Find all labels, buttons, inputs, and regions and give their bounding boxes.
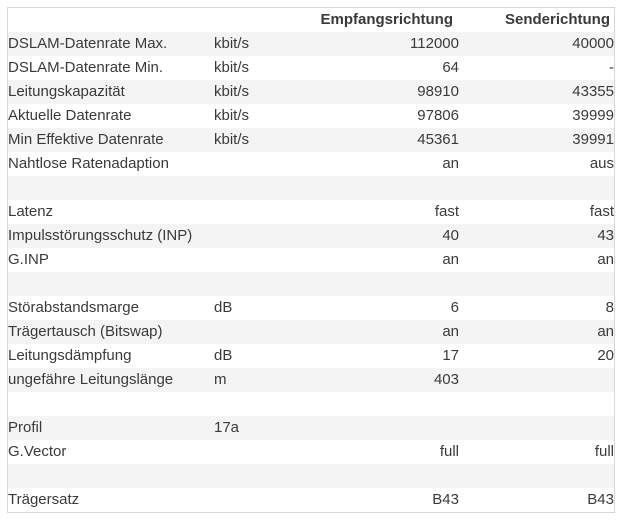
row-downstream-value xyxy=(314,392,459,416)
table-row xyxy=(8,368,614,392)
row-downstream-value: B43 xyxy=(314,488,459,512)
row-label: Leitungsdämpfung xyxy=(8,344,214,368)
row-upstream-value: an xyxy=(459,320,614,344)
row-upstream-value: aus xyxy=(459,152,614,176)
row-unit xyxy=(214,248,314,272)
row-label: Aktuelle Datenrate xyxy=(8,104,214,128)
row-unit xyxy=(214,464,314,488)
row-downstream-value: full xyxy=(314,440,459,464)
table-row xyxy=(8,272,614,296)
row-upstream-value: fast xyxy=(459,200,614,224)
row-unit: dB xyxy=(214,344,314,368)
row-upstream-value: 43 xyxy=(459,224,614,248)
row-label: DSLAM-Datenrate Min. xyxy=(8,56,214,80)
table-row xyxy=(8,488,614,512)
row-label: G.INP xyxy=(8,248,214,272)
row-label xyxy=(8,272,214,296)
row-unit: m xyxy=(214,368,314,392)
row-label: Latenz xyxy=(8,200,214,224)
row-upstream-value xyxy=(459,464,614,488)
row-label: DSLAM-Datenrate Max. xyxy=(8,32,214,56)
row-label: Störabstandsmarge xyxy=(8,296,214,320)
row-downstream-value xyxy=(314,272,459,296)
table-row xyxy=(8,32,614,56)
table-row xyxy=(8,128,614,152)
row-label: G.Vector xyxy=(8,440,214,464)
dsl-info-table xyxy=(8,8,614,512)
row-unit xyxy=(214,392,314,416)
table-row xyxy=(8,440,614,464)
row-downstream-value: an xyxy=(314,320,459,344)
row-unit xyxy=(214,224,314,248)
row-upstream-value: 40000 xyxy=(459,32,614,56)
row-label: Leitungskapazität xyxy=(8,80,214,104)
header-downstream: Empfangsrichtung xyxy=(320,11,453,28)
table-row xyxy=(8,416,614,440)
header-upstream: Senderichtung xyxy=(504,11,610,28)
table-row xyxy=(8,464,614,488)
row-unit: dB xyxy=(214,296,314,320)
row-downstream-value xyxy=(314,464,459,488)
row-downstream-value xyxy=(314,176,459,200)
row-upstream-value: an xyxy=(459,248,614,272)
row-upstream-value xyxy=(459,272,614,296)
row-downstream-value: 17 xyxy=(314,344,459,368)
row-downstream-value: 403 xyxy=(314,368,459,392)
row-upstream-value: B43 xyxy=(459,488,614,512)
row-label: Trägersatz xyxy=(8,488,214,512)
row-label: Impulsstörungsschutz (INP) xyxy=(8,224,214,248)
row-unit xyxy=(214,440,314,464)
row-unit xyxy=(214,176,314,200)
row-upstream-value xyxy=(459,416,614,440)
row-downstream-value: 45361 xyxy=(314,128,459,152)
row-upstream-value: 39991 xyxy=(459,128,614,152)
row-label: Min Effektive Datenrate xyxy=(8,128,214,152)
row-downstream-value: 98910 xyxy=(314,80,459,104)
row-label: Profil xyxy=(8,416,214,440)
row-downstream-value: an xyxy=(314,248,459,272)
row-unit xyxy=(214,152,314,176)
table-row xyxy=(8,176,614,200)
table-row xyxy=(8,392,614,416)
table-row xyxy=(8,224,614,248)
dsl-info-panel xyxy=(7,7,615,513)
row-unit: kbit/s xyxy=(214,56,314,80)
row-upstream-value: 8 xyxy=(459,296,614,320)
table-row xyxy=(8,152,614,176)
row-unit: 17a xyxy=(214,416,314,440)
table-row xyxy=(8,320,614,344)
row-label xyxy=(8,464,214,488)
table-row xyxy=(8,104,614,128)
row-unit xyxy=(214,272,314,296)
row-upstream-value xyxy=(459,392,614,416)
header-label-cell xyxy=(8,8,214,32)
row-unit xyxy=(214,488,314,512)
row-downstream-value: 97806 xyxy=(314,104,459,128)
row-unit: kbit/s xyxy=(214,128,314,152)
row-unit: kbit/s xyxy=(214,104,314,128)
row-upstream-value: 39999 xyxy=(459,104,614,128)
table-row xyxy=(8,56,614,80)
table-row xyxy=(8,80,614,104)
row-downstream-value: 40 xyxy=(314,224,459,248)
row-upstream-value xyxy=(459,368,614,392)
row-downstream-value: 64 xyxy=(314,56,459,80)
row-unit: kbit/s xyxy=(214,32,314,56)
row-upstream-value: 43355 xyxy=(459,80,614,104)
row-downstream-value xyxy=(314,416,459,440)
table-row xyxy=(8,200,614,224)
row-label xyxy=(8,392,214,416)
row-label: Trägertausch (Bitswap) xyxy=(8,320,214,344)
row-upstream-value xyxy=(459,176,614,200)
row-upstream-value: - xyxy=(459,56,614,80)
row-downstream-value: an xyxy=(314,152,459,176)
row-unit xyxy=(214,200,314,224)
row-unit: kbit/s xyxy=(214,80,314,104)
header-unit-cell xyxy=(214,8,314,32)
row-label xyxy=(8,176,214,200)
row-upstream-value: 20 xyxy=(459,344,614,368)
row-unit xyxy=(214,320,314,344)
row-downstream-value: 112000 xyxy=(314,32,459,56)
row-downstream-value: fast xyxy=(314,200,459,224)
table-row xyxy=(8,296,614,320)
row-label: ungefähre Leitungslänge xyxy=(8,368,214,392)
table-row xyxy=(8,344,614,368)
table-row xyxy=(8,248,614,272)
table-header-row xyxy=(8,8,614,32)
row-upstream-value: full xyxy=(459,440,614,464)
row-downstream-value: 6 xyxy=(314,296,459,320)
row-label: Nahtlose Ratenadaption xyxy=(8,152,214,176)
